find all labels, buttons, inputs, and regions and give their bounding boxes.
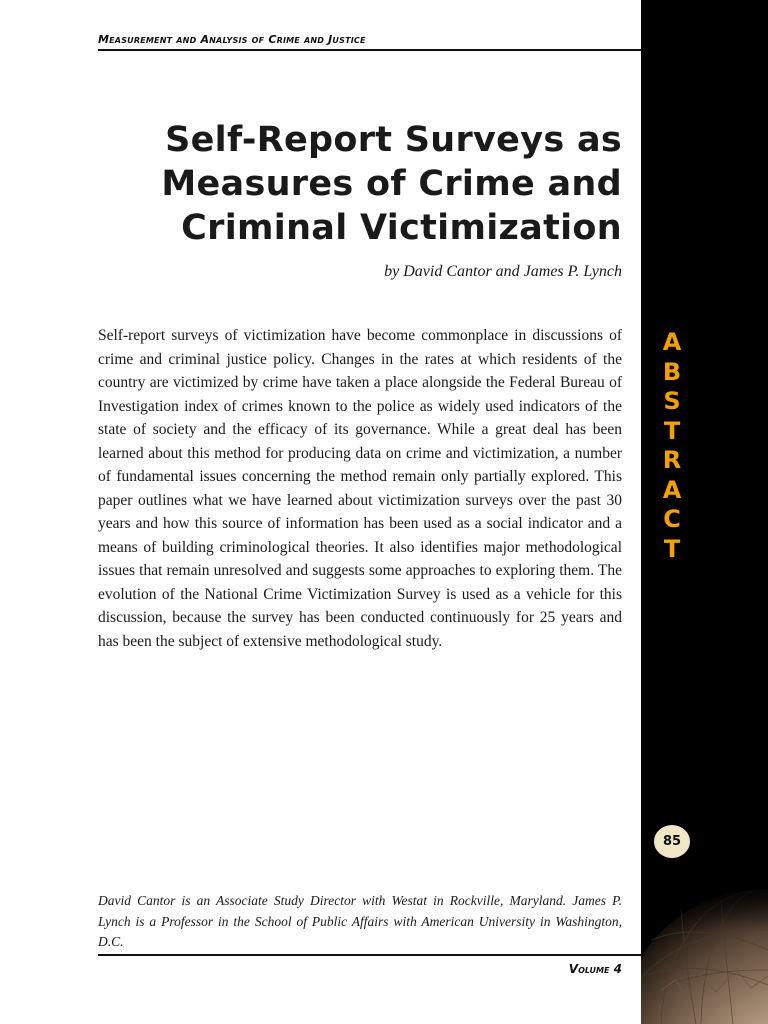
sidebar-letter: R bbox=[662, 446, 682, 474]
header-rule bbox=[98, 49, 641, 51]
sidebar-letter: S bbox=[663, 387, 681, 415]
sidebar-letter: T bbox=[663, 534, 681, 563]
article-title bbox=[82, 118, 622, 250]
title-line: Criminal Victimization bbox=[181, 208, 622, 248]
title-line: Self-Report Surveys as bbox=[165, 120, 622, 160]
sidebar-letter: B bbox=[662, 357, 682, 386]
globe-icon bbox=[641, 880, 768, 1024]
sidebar-letter: A bbox=[662, 475, 682, 504]
abstract-text: Self-report surveys of victimization have become commonplace in discussions of crime and criminal justice policy. Changes in the rates at which residents of the country are victimized by crime have taken a place alongside the Federal Bureau of Investigation index of crimes known to the police as widely used indicators of the state of society and the efficacy of its governance. While a great deal has been learned about this method for producing data on crime and victimization, a number of fundamental issues concerning the method remain only partially explored. This paper outlines what we have learned about victimization surveys over the past 30 years and how this source of information has been used as a social indicator and a means of building criminological theories. It also identifies major methodological issues that remain unresolved and suggests some approaches to exploring them. The evolution of the National Crime Victimization Survey is used as a vehicle for this discussion, because the survey has been conducted continuously for 25 years and has been the subject of extensive methodological study. bbox=[98, 327, 622, 650]
author-byline: by David Cantor and James P. Lynch bbox=[384, 263, 622, 280]
sidebar-letter: C bbox=[663, 505, 681, 533]
sidebar-letter: A bbox=[662, 328, 682, 356]
volume-label: Volume 4 bbox=[568, 962, 622, 976]
footer-rule bbox=[98, 954, 641, 956]
globe-decoration bbox=[641, 880, 768, 1024]
journal-header: Measurement and Analysis of Crime and Justice bbox=[98, 33, 366, 46]
abstract-vertical-label bbox=[641, 328, 703, 564]
sidebar-letter: T bbox=[663, 416, 681, 445]
page-number-badge bbox=[654, 825, 690, 858]
page-number: 85 bbox=[662, 834, 682, 849]
title-line: Measures of Crime and bbox=[161, 164, 622, 204]
author-note: David Cantor is an Associate Study Director with Westat in Rockville, Maryland. James P. Lynch is a Professor in the School of Public Affairs with American University in Washington, D.C. bbox=[98, 893, 622, 949]
